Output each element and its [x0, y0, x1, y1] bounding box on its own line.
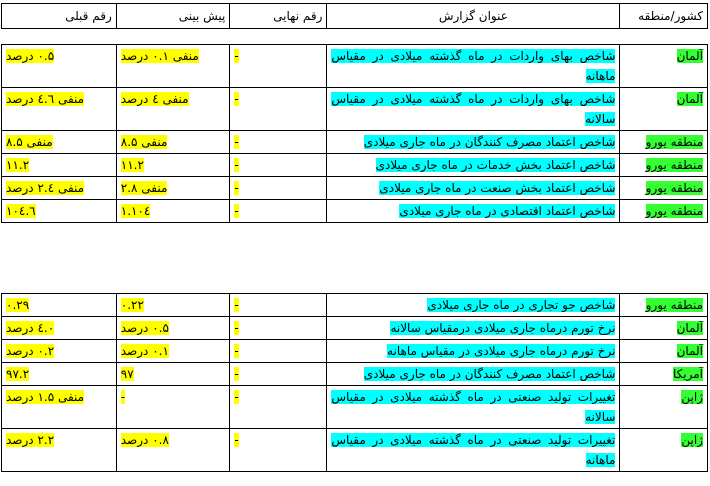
- report-title-text: شاخص اعتماد بخش صنعت در ماه جاری میلادی: [379, 181, 616, 195]
- final-value-text: -: [234, 298, 239, 312]
- header-table: [1, 3, 708, 29]
- previous-value-cell: [2, 317, 117, 340]
- table-row: [2, 386, 708, 429]
- report-title-cell: [327, 200, 620, 223]
- previous-value-cell: [2, 88, 117, 131]
- previous-value-cell: [2, 131, 117, 154]
- forecast-cell: [116, 317, 230, 340]
- final-value-cell: [230, 363, 327, 386]
- previous-value-text: ۱۱.۲: [6, 158, 30, 172]
- table-row: [2, 340, 708, 363]
- report-title-cell: [327, 88, 620, 131]
- previous-value-text: ۰.۲ درصد: [6, 344, 55, 358]
- report-title-text: شاخص بهای واردات در ماه گذشته میلادی در مقیاس ماهانه: [331, 49, 616, 83]
- previous-value-text: ۰.٤ درصد: [6, 321, 55, 335]
- previous-value-cell: [2, 294, 117, 317]
- previous-value-cell: [2, 177, 117, 200]
- forecast-text: منفی ۰.۱ درصد: [120, 49, 199, 63]
- final-value-text: -: [234, 321, 239, 335]
- final-value-cell: [230, 294, 327, 317]
- country-cell: [620, 200, 708, 223]
- table-row: [2, 294, 708, 317]
- table-row: [2, 363, 708, 386]
- forecast-text: ۰.۸ درصد: [120, 433, 169, 447]
- forecast-cell: [116, 294, 230, 317]
- country-text: آمریکا: [672, 367, 703, 381]
- final-value-cell: [230, 340, 327, 363]
- table-row: [2, 45, 708, 88]
- previous-value-cell: [2, 340, 117, 363]
- table-row: [2, 177, 708, 200]
- final-value-cell: [230, 386, 327, 429]
- previous-value-text: منفی ۸.۵: [6, 135, 53, 149]
- previous-value-text: منفی ٤.٦ درصد: [6, 92, 85, 106]
- report-title-text: شاخص اعتماد مصرف کنندگان در ماه جاری میلادی: [363, 367, 616, 381]
- final-value-cell: [230, 200, 327, 223]
- final-value-text: -: [234, 158, 239, 172]
- report-title-cell: [327, 154, 620, 177]
- report-table-2: [1, 293, 708, 472]
- country-text: منطقه یورو: [645, 204, 703, 218]
- table-row: [2, 429, 708, 472]
- header-forecast: پیش بینی: [116, 4, 230, 29]
- header-title: عنوان گزارش: [327, 4, 620, 29]
- previous-value-text: ۱۰٤.٦: [6, 204, 36, 218]
- report-title-cell: [327, 317, 620, 340]
- final-value-text: -: [234, 367, 239, 381]
- report-title-cell: [327, 294, 620, 317]
- report-title-cell: [327, 340, 620, 363]
- forecast-text: منفی ۲.۸: [120, 181, 168, 195]
- final-value-cell: [230, 88, 327, 131]
- final-value-cell: [230, 154, 327, 177]
- forecast-cell: [116, 131, 230, 154]
- header-previous: رقم قبلی: [2, 4, 117, 29]
- final-value-text: -: [234, 181, 239, 195]
- table-row: [2, 88, 708, 131]
- country-text: آلمان: [676, 321, 703, 335]
- final-value-text: -: [234, 344, 239, 358]
- report-table-1-body: [2, 45, 708, 223]
- final-value-cell: [230, 177, 327, 200]
- country-text: منطقه یورو: [645, 158, 703, 172]
- report-title-cell: [327, 131, 620, 154]
- country-text: ژاپن: [681, 390, 703, 404]
- report-title-text: تغییرات تولید صنعتی در ماه گذشته میلادی در مقیاس ماهانه: [331, 433, 616, 467]
- country-text: آلمان: [676, 344, 703, 358]
- forecast-cell: [116, 177, 230, 200]
- country-cell: [620, 294, 708, 317]
- report-title-text: شاخص اعتماد بخش خدمات در ماه جاری میلادی: [375, 158, 616, 172]
- final-value-text: -: [234, 433, 239, 447]
- forecast-cell: [116, 88, 230, 131]
- previous-value-text: ۰.۵ درصد: [6, 49, 55, 63]
- report-title-text: شاخص جو تجاری در ماه جاری میلادی: [427, 298, 616, 312]
- table-row: [2, 317, 708, 340]
- final-value-cell: [230, 429, 327, 472]
- country-cell: [620, 131, 708, 154]
- report-title-text: شاخص اعتماد مصرف کنندگان در ماه جاری میلادی: [363, 135, 616, 149]
- country-cell: [620, 154, 708, 177]
- country-text: آلمان: [676, 92, 703, 106]
- final-value-text: -: [234, 204, 239, 218]
- table-row: [2, 154, 708, 177]
- report-title-cell: [327, 45, 620, 88]
- final-value-text: -: [234, 49, 239, 63]
- previous-value-text: ۲.۲ درصد: [6, 433, 55, 447]
- previous-value-cell: [2, 363, 117, 386]
- final-value-text: -: [234, 135, 239, 149]
- forecast-cell: [116, 200, 230, 223]
- previous-value-cell: [2, 45, 117, 88]
- forecast-cell: [116, 340, 230, 363]
- previous-value-text: ۰.۲۹: [6, 298, 30, 312]
- forecast-cell: [116, 429, 230, 472]
- report-title-cell: [327, 429, 620, 472]
- report-title-cell: [327, 363, 620, 386]
- report-table-2-body: [2, 294, 708, 472]
- country-text: ژاپن: [681, 433, 703, 447]
- header-row: [2, 4, 708, 29]
- report-title-cell: [327, 386, 620, 429]
- report-title-cell: [327, 177, 620, 200]
- forecast-text: منفی ٤ درصد: [120, 92, 189, 106]
- report-title-text: نرخ تورم درماه جاری میلادی در مقیاس ماهانه: [387, 344, 616, 358]
- country-cell: [620, 363, 708, 386]
- forecast-text: ۰.۵ درصد: [120, 321, 169, 335]
- country-text: منطقه یورو: [645, 181, 703, 195]
- forecast-cell: [116, 154, 230, 177]
- previous-value-text: منفی ۱.۵ درصد: [6, 390, 85, 404]
- report-title-text: نرخ تورم درماه جاری میلادی درمقیاس سالانه: [390, 321, 616, 335]
- forecast-cell: [116, 363, 230, 386]
- forecast-text: ۹۷: [120, 367, 134, 381]
- previous-value-cell: [2, 200, 117, 223]
- forecast-text: ۱۱.۲: [120, 158, 144, 172]
- forecast-cell: [116, 386, 230, 429]
- country-cell: [620, 340, 708, 363]
- previous-value-cell: [2, 154, 117, 177]
- country-text: منطقه یورو: [645, 135, 703, 149]
- forecast-text: منفی ۸.۵: [120, 135, 168, 149]
- country-text: آلمان: [676, 49, 703, 63]
- forecast-text: ۰.۱ درصد: [120, 344, 169, 358]
- country-cell: [620, 429, 708, 472]
- final-value-text: -: [234, 92, 239, 106]
- report-title-text: تغییرات تولید صنعتی در ماه گذشته میلادی در مقیاس سالانه: [331, 390, 616, 424]
- country-cell: [620, 88, 708, 131]
- previous-value-text: منفی ۲.٤ درصد: [6, 181, 85, 195]
- country-cell: [620, 386, 708, 429]
- previous-value-cell: [2, 429, 117, 472]
- final-value-cell: [230, 45, 327, 88]
- country-cell: [620, 177, 708, 200]
- forecast-text: -: [120, 390, 126, 404]
- forecast-text: ۰.۲۲: [120, 298, 144, 312]
- table-row: [2, 131, 708, 154]
- previous-value-cell: [2, 386, 117, 429]
- final-value-cell: [230, 317, 327, 340]
- header-final: رقم نهایی: [230, 4, 327, 29]
- forecast-cell: [116, 45, 230, 88]
- previous-value-text: ۹۷.۲: [6, 367, 30, 381]
- country-text: منطقه یورو: [645, 298, 703, 312]
- report-table-1: [1, 44, 708, 223]
- country-cell: [620, 317, 708, 340]
- report-title-text: شاخص اعتماد اقتصادی در ماه جاری میلادی: [399, 204, 616, 218]
- forecast-text: ۱۰٤.۱: [120, 204, 151, 218]
- table-row: [2, 200, 708, 223]
- final-value-text: -: [234, 390, 239, 404]
- header-country: کشور/منطقه: [620, 4, 708, 29]
- report-title-text: شاخص بهای واردات در ماه گذشته میلادی در مقیاس سالانه: [331, 92, 616, 126]
- country-cell: [620, 45, 708, 88]
- final-value-cell: [230, 131, 327, 154]
